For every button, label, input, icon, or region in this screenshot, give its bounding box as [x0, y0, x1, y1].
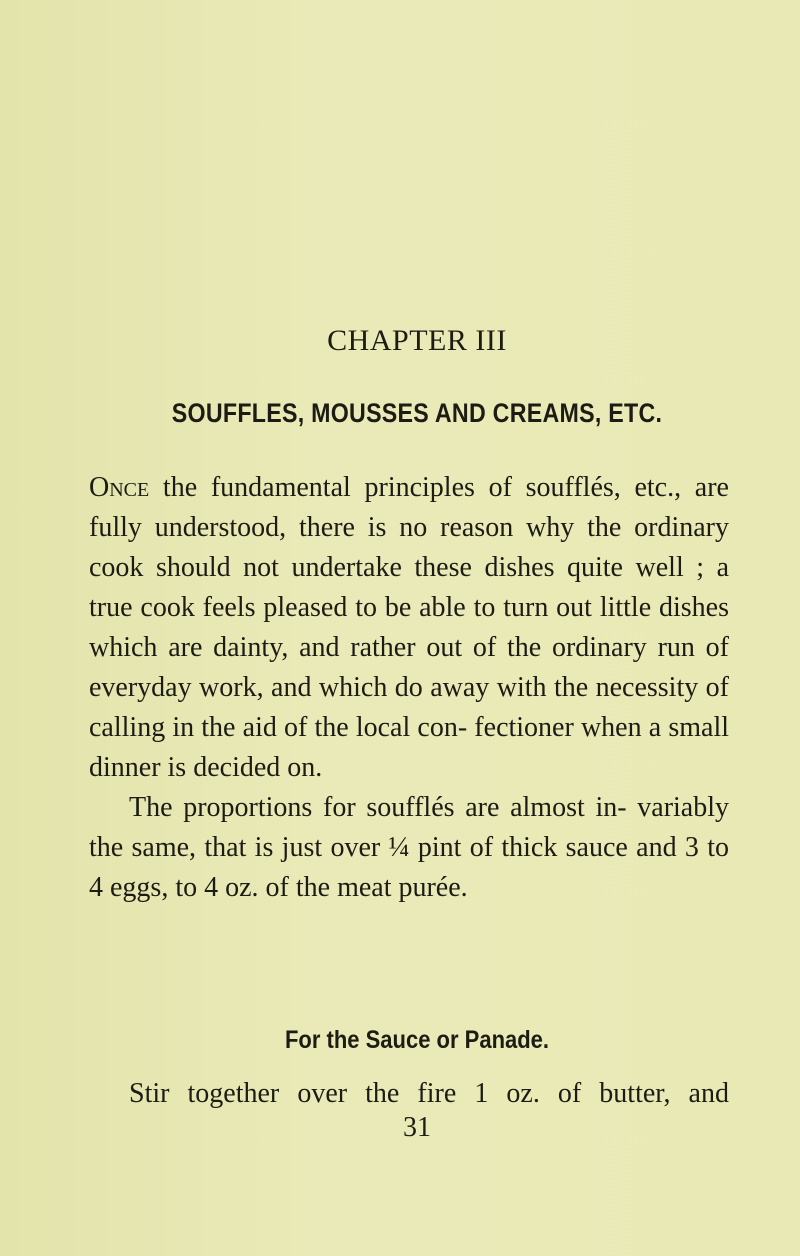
chapter-heading: CHAPTER III — [327, 324, 507, 357]
paragraph-1-lead: Once — [89, 472, 150, 503]
section-title: SOUFFLES, MOUSSES AND CREAMS, ETC. — [171, 398, 663, 428]
subheading: For the Sauce or Panade. — [284, 1026, 550, 1054]
paragraph-1 — [89, 468, 729, 788]
paragraph-2: The proportions for soufflés are almost in- variably the same, that is just over ¼ pint of thick sauce and 3 to 4 eggs, to 4 oz. of the meat purée. — [89, 792, 729, 903]
paragraph-1-text: the fundamental principles of soufflés, etc., are fully understood, there is no reason why the ordinary cook should not undertake these dishes quite well ; a true cook feels pleased to be able to turn out little dishes which are dainty, and rather out of the ordinary run of everyday work, and which do away with the necessity of calling in the aid of the local con- fectioner when a small dinner is decided on. — [89, 472, 729, 783]
paragraph-3: Stir together over the fire 1 oz. of butter, and — [129, 1078, 729, 1109]
page-number: 31 — [403, 1112, 431, 1143]
body-text — [89, 468, 729, 908]
